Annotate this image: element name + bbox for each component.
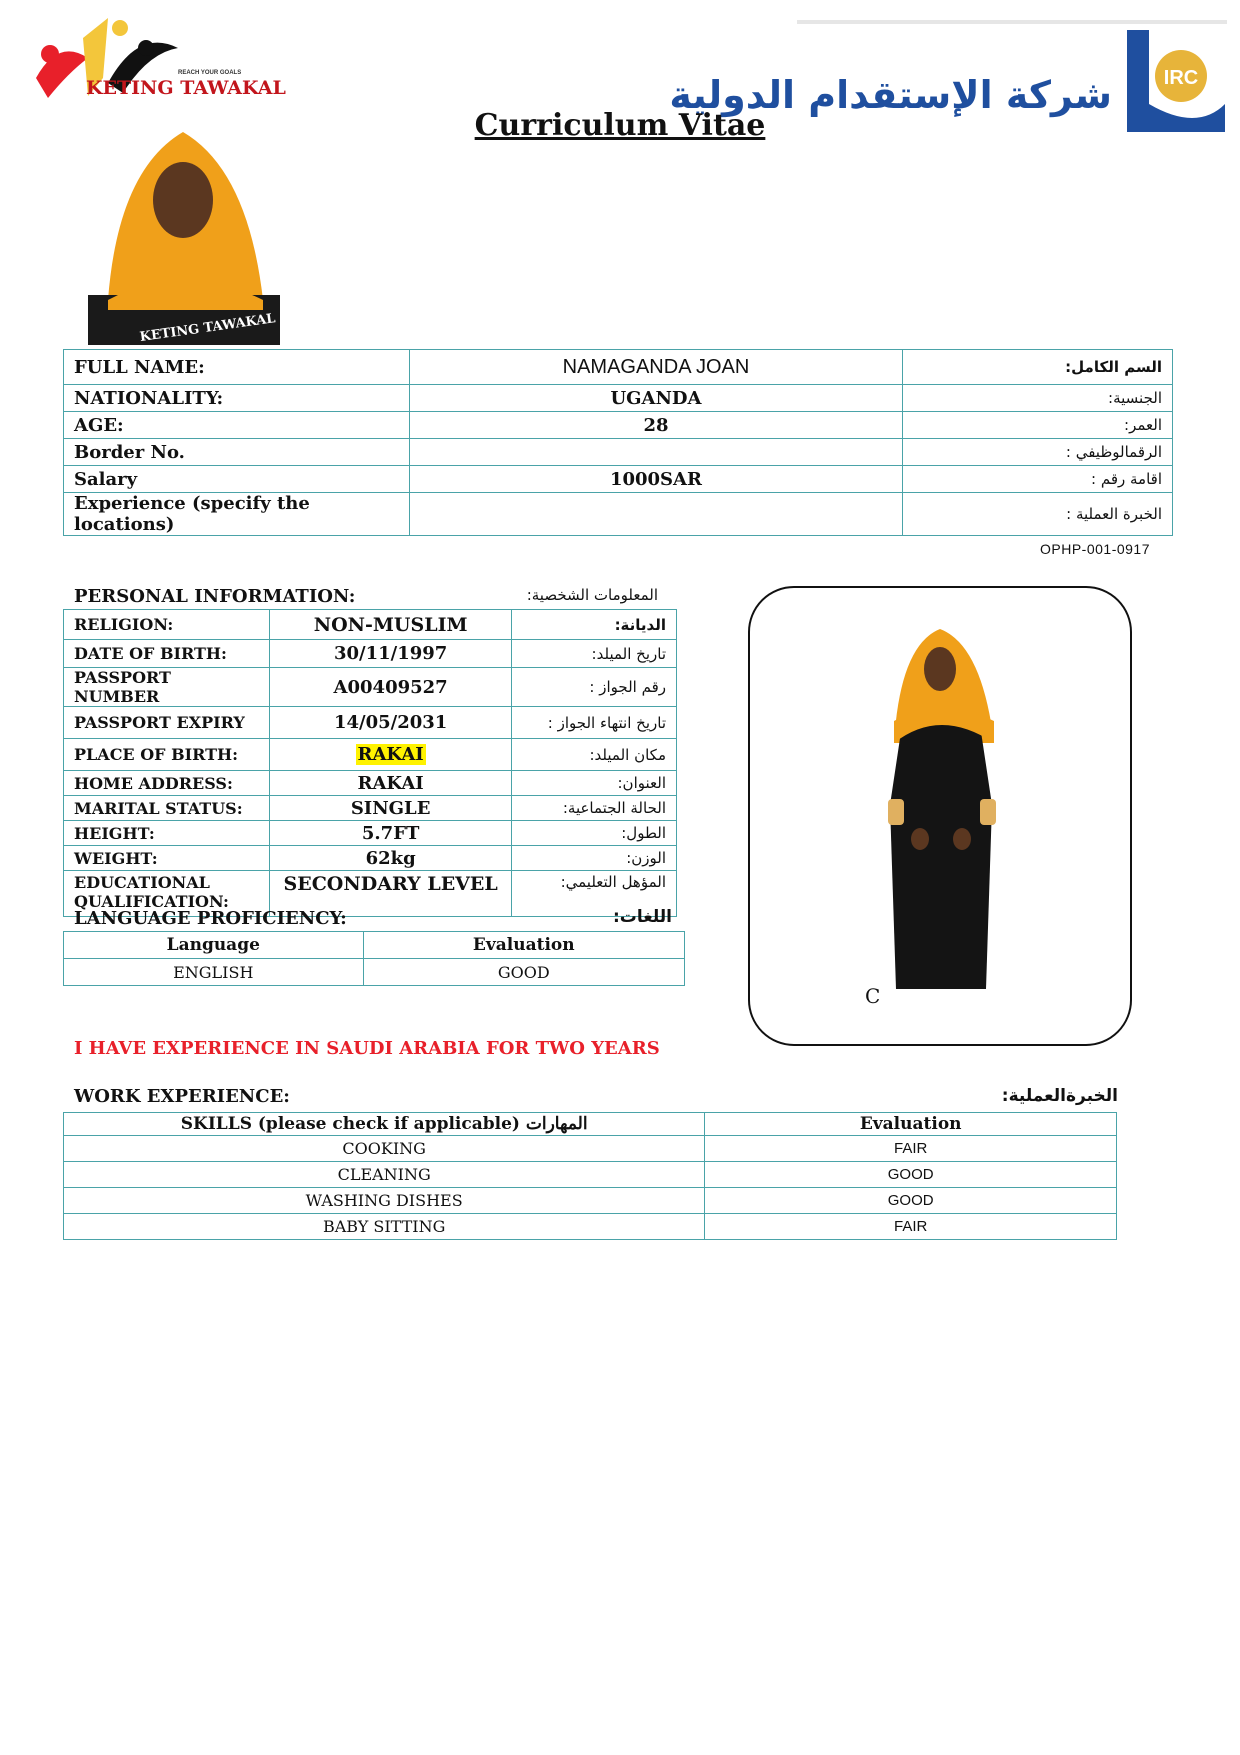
religion-arabic: الديانة: (512, 610, 677, 640)
marital-status-value: SINGLE (269, 796, 512, 821)
language-evaluation: GOOD (363, 959, 684, 986)
table-row (64, 640, 677, 668)
passport-number-value: A00409527 (269, 668, 512, 707)
skills-col-header: SKILLS (please check if applicable) المهارات (64, 1113, 705, 1136)
skill-name: CLEANING (64, 1162, 705, 1188)
religion-value: NON-MUSLIM (269, 610, 512, 640)
place-of-birth-label: PLACE OF BIRTH: (64, 739, 270, 771)
home-address-label: HOME ADDRESS: (64, 771, 270, 796)
evaluation-col-header: Evaluation (363, 932, 684, 959)
skill-evaluation: GOOD (705, 1188, 1117, 1214)
passport-expiry-value: 14/05/2031 (269, 707, 512, 739)
skills-evaluation-col-header: Evaluation (705, 1113, 1117, 1136)
table-row (64, 610, 677, 640)
education-arabic: المؤهل التعليمي: (512, 871, 677, 917)
skill-evaluation: FAIR (705, 1214, 1117, 1240)
table-row (64, 1214, 1117, 1240)
passport-expiry-label: PASSPORT EXPIRY (64, 707, 270, 739)
svg-text:KETING TAWAKAL: KETING TAWAKAL (86, 77, 286, 99)
nationality-value: UGANDA (409, 385, 902, 412)
height-value: 5.7FT (269, 821, 512, 846)
experience-value (409, 493, 902, 536)
passport-number-label: PASSPORT NUMBER (64, 668, 270, 707)
svg-text:شركة الإستقدام الدولية: شركة الإستقدام الدولية (669, 73, 1112, 117)
svg-text:REACH YOUR GOALS: REACH YOUR GOALS (178, 70, 242, 76)
skill-name: COOKING (64, 1136, 705, 1162)
page-title: Curriculum Vitae (474, 108, 766, 143)
salary-label: Salary (64, 466, 410, 493)
work-experience-heading: WORK EXPERIENCE: (74, 1086, 290, 1107)
table-row (64, 412, 1173, 439)
keting-tawakal-logo (28, 8, 286, 108)
education-value: SECONDARY LEVEL (269, 871, 512, 917)
marital-status-label: MARITAL STATUS: (64, 796, 270, 821)
table-row (64, 707, 677, 739)
language-table (63, 931, 685, 986)
table-row (64, 739, 677, 771)
place-of-birth-arabic: مكان الميلد: (512, 739, 677, 771)
photo-caption: C (865, 984, 881, 1008)
weight-value: 62kg (269, 846, 512, 871)
table-row (64, 385, 1173, 412)
nationality-arabic: الجنسية: (903, 385, 1173, 412)
border-no-arabic: الرقمالوظيفي : (903, 439, 1173, 466)
marital-status-arabic: الحالة الجتماعية: (512, 796, 677, 821)
table-row (64, 959, 685, 986)
education-label: EDUCATIONAL QUALIFICATION: (64, 871, 270, 917)
home-address-value: RAKAI (269, 771, 512, 796)
svg-text:KETING TAWAKAL: KETING TAWAKAL (138, 311, 277, 346)
dob-label: DATE OF BIRTH: (64, 640, 270, 668)
age-label: AGE: (64, 412, 410, 439)
skill-evaluation: GOOD (705, 1162, 1117, 1188)
table-row (64, 1188, 1117, 1214)
language-heading: LANGUAGE PROFICIENCY: (74, 908, 347, 929)
table-row (64, 668, 677, 707)
full-name-arabic: السم الكامل: (903, 350, 1173, 385)
basic-info-table (63, 349, 1173, 536)
border-no-value (409, 439, 902, 466)
full-name-label: FULL NAME: (64, 350, 410, 385)
personal-info-heading-arabic: المعلومات الشخصية: (526, 586, 658, 604)
place-of-birth-cell (269, 739, 512, 771)
home-address-arabic: العنوان: (512, 771, 677, 796)
skill-name: BABY SITTING (64, 1214, 705, 1240)
table-row (64, 466, 1173, 493)
weight-label: WEIGHT: (64, 846, 270, 871)
portrait-photo (88, 130, 280, 345)
religion-label: RELIGION: (64, 610, 270, 640)
table-row (64, 796, 677, 821)
full-name-value: NAMAGANDA JOAN (409, 350, 902, 385)
experience-label: Experience (specify the locations) (64, 493, 410, 536)
height-arabic: الطول: (512, 821, 677, 846)
dob-value: 30/11/1997 (269, 640, 512, 668)
passport-expiry-arabic: تاريخ انتهاء الجواز : (512, 707, 677, 739)
full-body-photo (882, 625, 1002, 995)
skill-evaluation: FAIR (705, 1136, 1117, 1162)
work-skills-table (63, 1112, 1117, 1240)
work-experience-heading-arabic: الخبرةالعملية: (1001, 1086, 1118, 1106)
svg-text:IRC: IRC (1163, 67, 1199, 89)
table-row (64, 350, 1173, 385)
personal-info-heading: PERSONAL INFORMATION: (74, 586, 356, 607)
table-row (64, 1113, 1117, 1136)
skill-name: WASHING DISHES (64, 1188, 705, 1214)
table-row (64, 1162, 1117, 1188)
language-name: ENGLISH (64, 959, 364, 986)
age-arabic: العمر: (903, 412, 1173, 439)
table-row (64, 932, 685, 959)
height-label: HEIGHT: (64, 821, 270, 846)
place-of-birth-value: RAKAI (357, 744, 424, 765)
irc-logo (669, 20, 1227, 140)
salary-value: 1000SAR (409, 466, 902, 493)
border-no-label: Border No. (64, 439, 410, 466)
passport-number-arabic: رقم الجواز : (512, 668, 677, 707)
dob-arabic: تاريخ الميلد: (512, 640, 677, 668)
reference-code: OPHP-001-0917 (1040, 541, 1151, 557)
language-col-header: Language (64, 932, 364, 959)
table-row (64, 493, 1173, 536)
table-row (64, 771, 677, 796)
table-row (64, 846, 677, 871)
personal-info-table (63, 609, 677, 917)
language-heading-arabic: اللغات: (612, 907, 672, 927)
nationality-label: NATIONALITY: (64, 385, 410, 412)
age-value: 28 (409, 412, 902, 439)
experience-arabic: الخبرة العملية : (903, 493, 1173, 536)
salary-arabic: اقامة رقم : (903, 466, 1173, 493)
experience-note: I HAVE EXPERIENCE IN SAUDI ARABIA FOR TWO YEARS (74, 1038, 660, 1059)
table-row (64, 439, 1173, 466)
table-row (64, 1136, 1117, 1162)
table-row (64, 821, 677, 846)
weight-arabic: الوزن: (512, 846, 677, 871)
